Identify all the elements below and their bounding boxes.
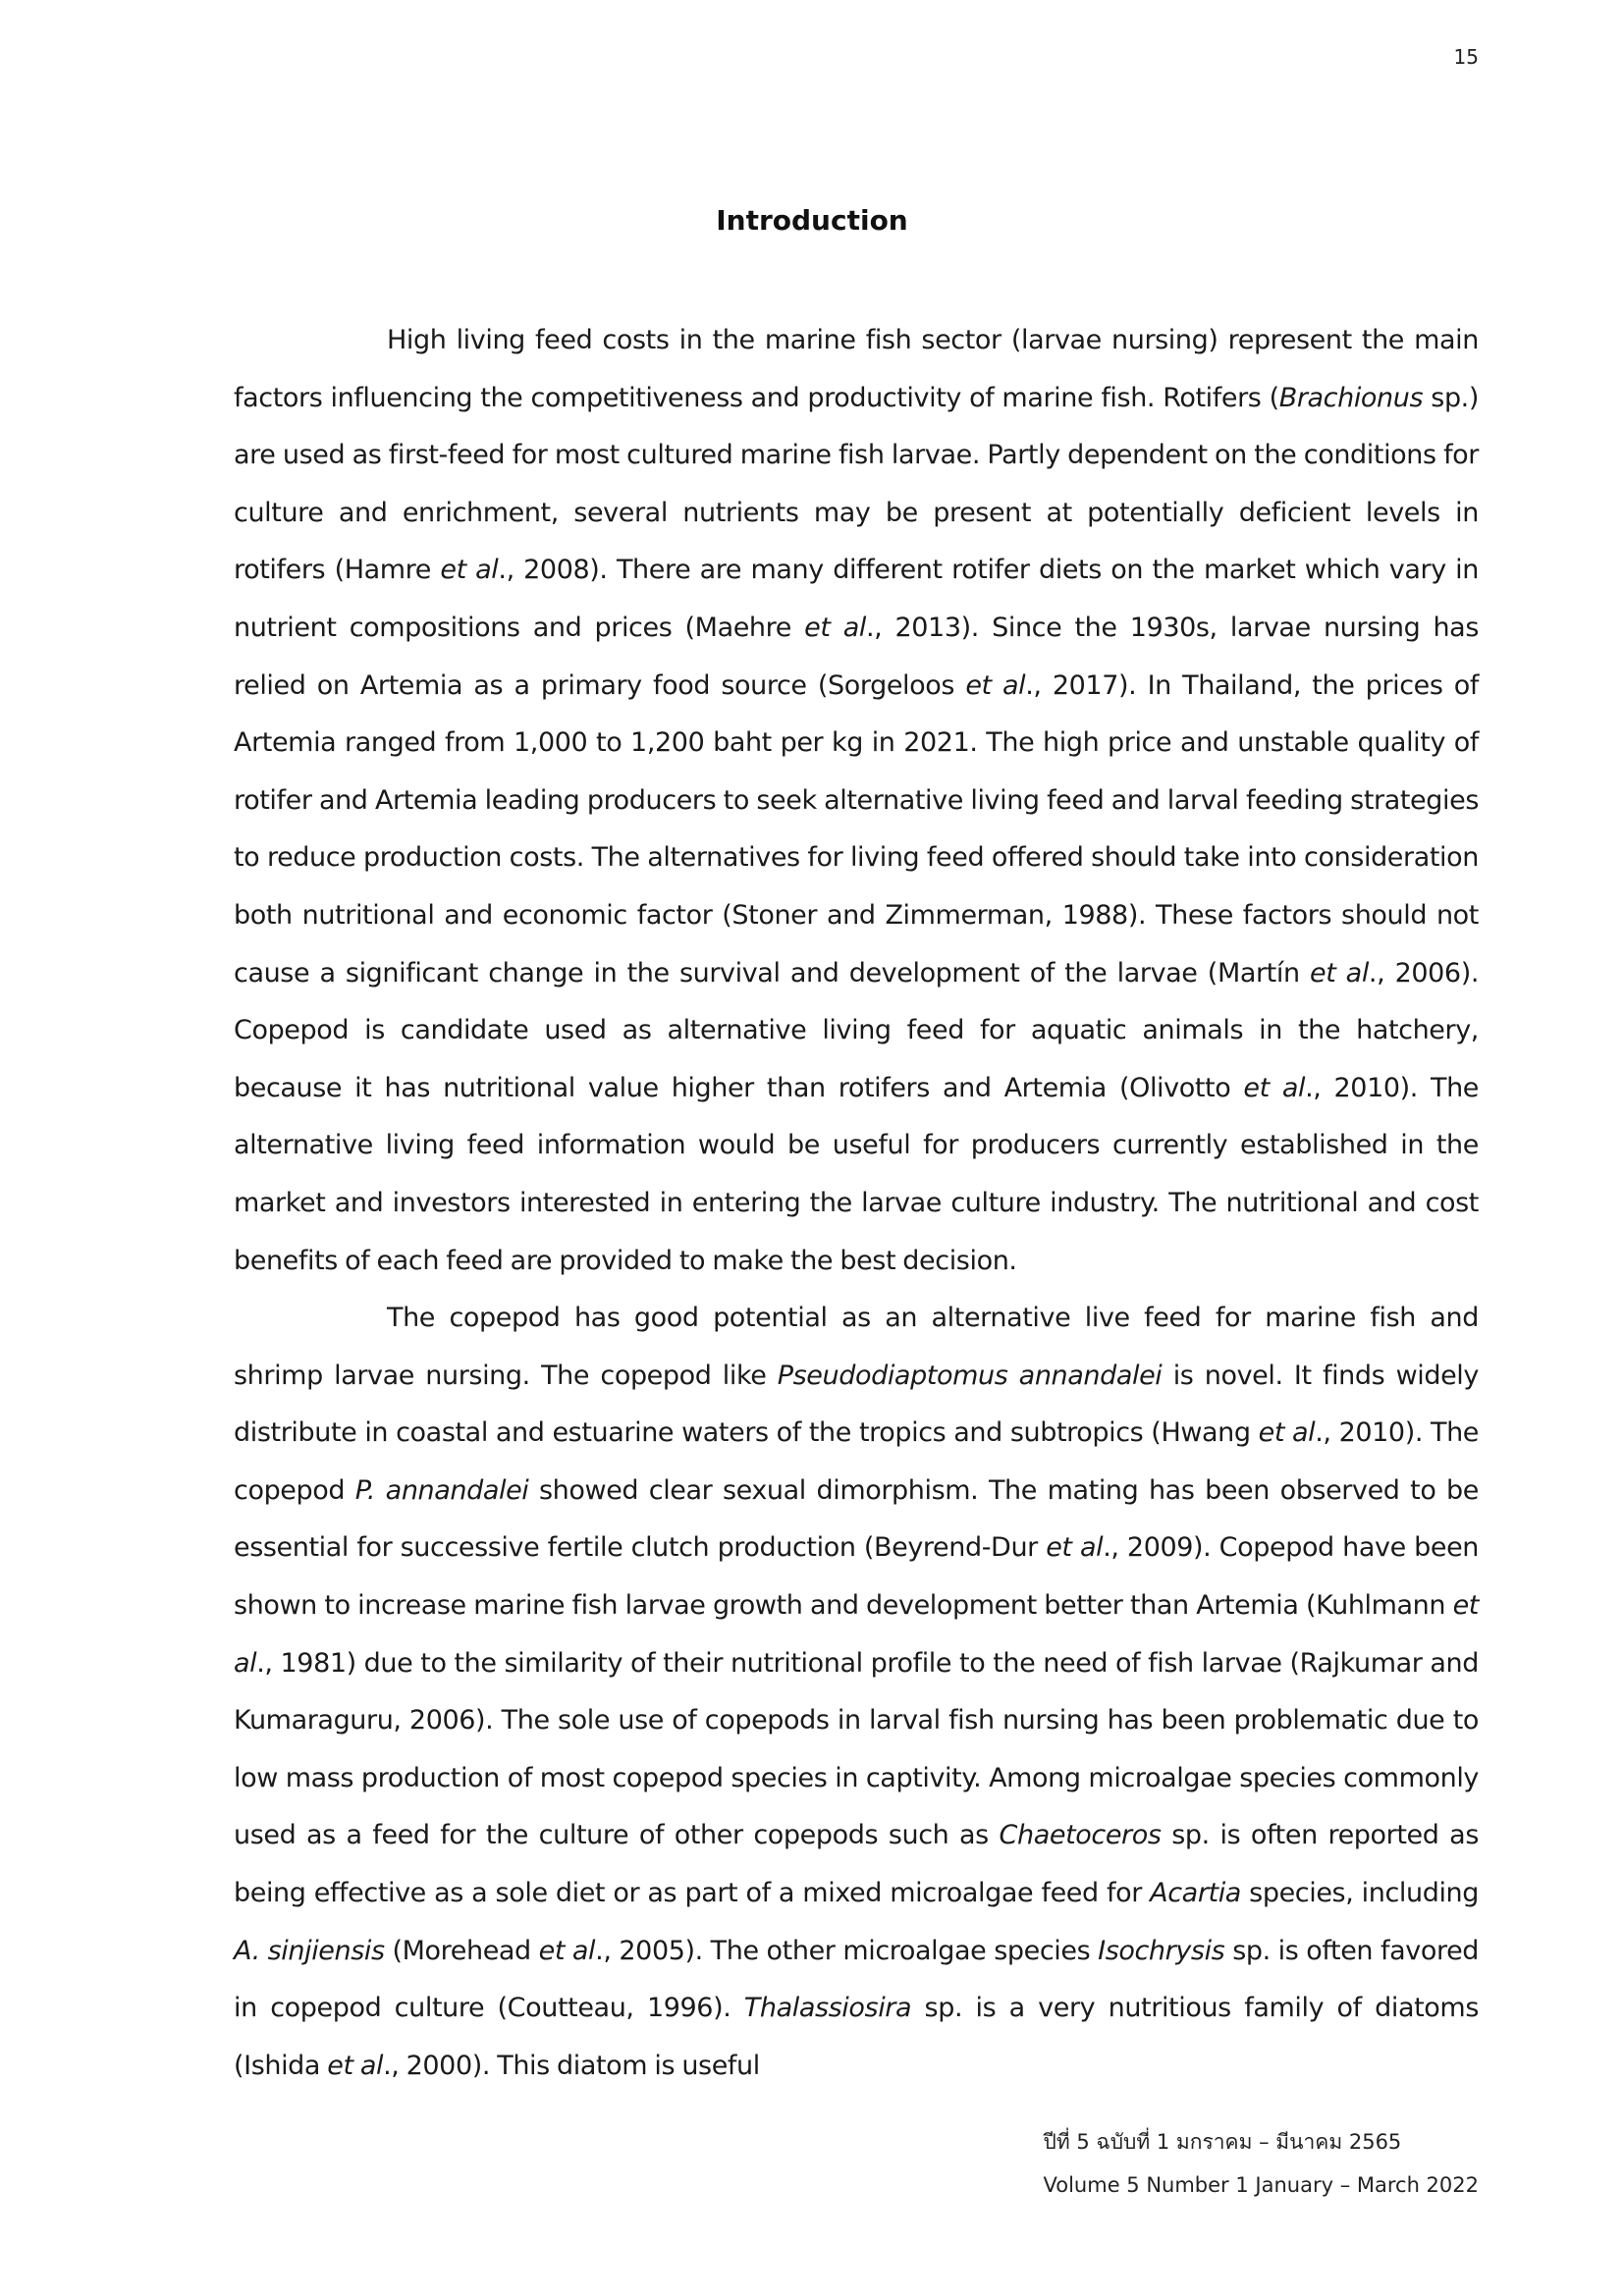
text-run: The copepod has good potential as an alternative live feed for marine fish and shrimp larvae nursing. The copepod like	[234, 1303, 1479, 1391]
text-run: ., 2000). This diatom is useful	[383, 2050, 760, 2081]
italic-run: et al	[440, 555, 499, 586]
italic-run: P. annandalei	[354, 1474, 529, 1506]
text-run: species, including	[1240, 1878, 1480, 1909]
text-run: ., 1981) due to the similarity of their nutritional profile to the need of fish larvae (Rajkumar and Kumaraguru, 2006). The sole use of copepods in larval fish nursing has been problematic due to low mass production of most copepod species in captivity. Among microalgae species commonly used as a feed for the culture of other copepods such as	[234, 1647, 1479, 1851]
text-run: ., 2013). Since the 1930s, larvae nursing has relied on Artemia as a primary food source (Sorgeloos	[234, 612, 1479, 701]
text-run: ., 2017). In Thailand, the prices of Artemia ranged from 1,000 to 1,200 baht per kg in 2021. The high price and unstable quality of rotifer and Artemia leading producers to seek alternative living feed and larval feeding strategies to reduce production costs. The alternatives for living feed offered should take into consideration both nutritional and economic factor (Stoner and Zimmerman, 1988). These factors should not cause a significant change in the survival and development of the larvae (Martín	[234, 669, 1480, 988]
italic-run: et al	[327, 2050, 384, 2081]
journal-footer	[1044, 2120, 1479, 2207]
italic-run: Chaetoceros	[999, 1820, 1162, 1851]
italic-run: et al	[1046, 1532, 1104, 1564]
italic-run: Pseudodiaptomus annandalei	[777, 1360, 1163, 1391]
text-run: is novel. It finds widely distribute in coastal and estuarine waters of the tropics and subtropics (Hwang	[234, 1360, 1479, 1449]
italic-run: A. sinjiensis	[234, 1935, 385, 1966]
footer-thai-issue: ปีที่ 5 ฉบับที่ 1 มกราคม – มีนาคม 2565	[1043, 2130, 1402, 2154]
text-run: ., 2005). The other microalgae species	[595, 1935, 1099, 1966]
italic-run: Thalassiosira	[743, 1993, 912, 2024]
italic-run: et al	[1309, 957, 1369, 988]
text-run: ., 2010). The alternative living feed information would be useful for producers currently established in the market and investors interested in entering the larvae culture industry. The nutritional and cost benefits of each feed are provided to make the best decision.	[234, 1072, 1480, 1276]
italic-run: Acartia	[1150, 1878, 1241, 1909]
paragraph	[234, 312, 1479, 1290]
text-run: sp.) are used as first-feed for most cultured marine fish larvae. Partly dependent on the conditions for culture and enrichment, several nutrients may be present at potentially deficient levels in rotifers (Hamre	[234, 382, 1479, 586]
text-run: sp. is often favored in copepod culture (Coutteau, 1996).	[234, 1935, 1480, 2024]
italic-run: Brachionus	[1278, 382, 1424, 413]
italic-run: et al	[965, 669, 1026, 701]
body-text	[234, 312, 1479, 2095]
footer-english-issue: Volume 5 Number 1 January – March 2022	[1043, 2173, 1479, 2197]
text-run: sp. is a very nutritious family of diatoms (Ishida	[234, 1993, 1479, 2081]
italic-run: et al	[804, 612, 866, 643]
text-run: sp. is often reported as being effective as a sole diet or as part of a mixed microalgae feed for	[234, 1820, 1479, 1909]
text-run: (Morehead	[384, 1935, 539, 1966]
text-run: High living feed costs in the marine fish sector (larvae nursing) represent the main factors influencing the competitiveness and productivity of marine fish. Rotifers (	[234, 325, 1479, 413]
text-run: ., 2010). The copepod	[234, 1417, 1479, 1506]
section-title: Introduction	[716, 204, 908, 237]
italic-run: et al	[1243, 1072, 1306, 1103]
text-run: ., 2009). Copepod have been shown to increase marine fish larvae growth and development better than Artemia (Kuhlmann	[234, 1532, 1480, 1622]
text-run: ., 2008). There are many different rotifer diets on the market which vary in nutrient compositions and prices (Maehre	[234, 555, 1479, 643]
paragraph	[234, 1290, 1479, 2095]
text-run: ., 2006). Copepod is candidate used as alternative living feed for aquatic animals in the hatchery, because it has nutritional value higher than rotifers and Artemia (Olivotto	[234, 957, 1480, 1103]
text-run: showed clear sexual dimorphism. The mating has been observed to be essential for successive fertile clutch production (Beyrend-Dur	[234, 1474, 1480, 1564]
italic-run: et al	[538, 1935, 596, 1966]
page-number: 15	[1453, 45, 1479, 69]
italic-run: et al	[234, 1590, 1479, 1679]
italic-run: Isochrysis	[1098, 1935, 1225, 1966]
italic-run: et al	[1258, 1417, 1316, 1449]
